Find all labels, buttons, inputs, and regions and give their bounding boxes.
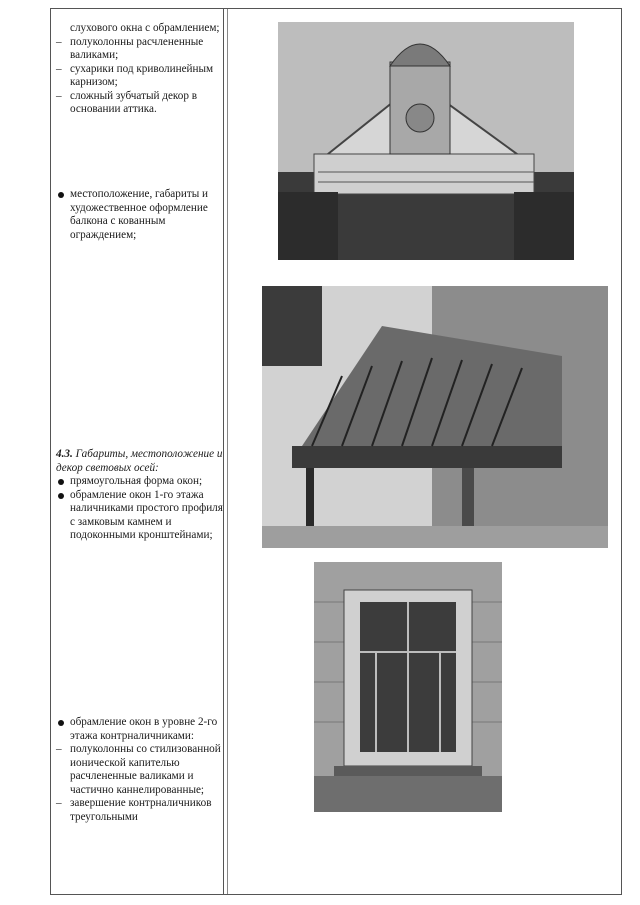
section-heading: 4.3. Габариты, местоположение и декор световых осей: (56, 448, 223, 474)
text-block-windows (56, 448, 224, 543)
column-divider-inner (227, 9, 228, 894)
list-item: прямоугольная форма окон; (56, 475, 224, 489)
list-item: – полуколонны со стилизованной ионической капителью расчлененные валиками и частично каннелированные; (56, 743, 221, 796)
photo-balcony (262, 286, 608, 548)
list-item: обрамление окон в уровне 2-го этажа контрналичниками: (56, 716, 224, 743)
text-block-attic (56, 22, 224, 117)
bullet-icon (58, 493, 64, 499)
photo-window (314, 562, 502, 812)
list-item: – полуколонны расчлененные валиками; (56, 35, 204, 61)
text-block-second-floor (56, 716, 224, 824)
list-item: обрамление окон 1-го этажа наличниками простого профиля с замковым камнем и подоконными кронштейнами; (56, 489, 224, 543)
attic-illustration (278, 22, 574, 260)
bullet-icon (58, 479, 64, 485)
list-item: слухового окна с обрамлением; (70, 22, 220, 34)
list-item: – завершение контрналичников треугольными (56, 797, 212, 823)
list-item: местоположение, габариты и художественное оформление балкона с кованным ограждением; (56, 188, 224, 242)
text-block-balcony (56, 188, 224, 242)
window-illustration (314, 562, 502, 812)
list-item: – сложный зубчатый декор в основании аттика. (56, 89, 198, 115)
photo-attic-dormer (278, 22, 574, 260)
list-item: – сухарики под криволинейным карнизом; (56, 62, 214, 88)
balcony-illustration (262, 286, 608, 548)
bullet-icon (58, 720, 64, 726)
bullet-icon (58, 192, 64, 198)
